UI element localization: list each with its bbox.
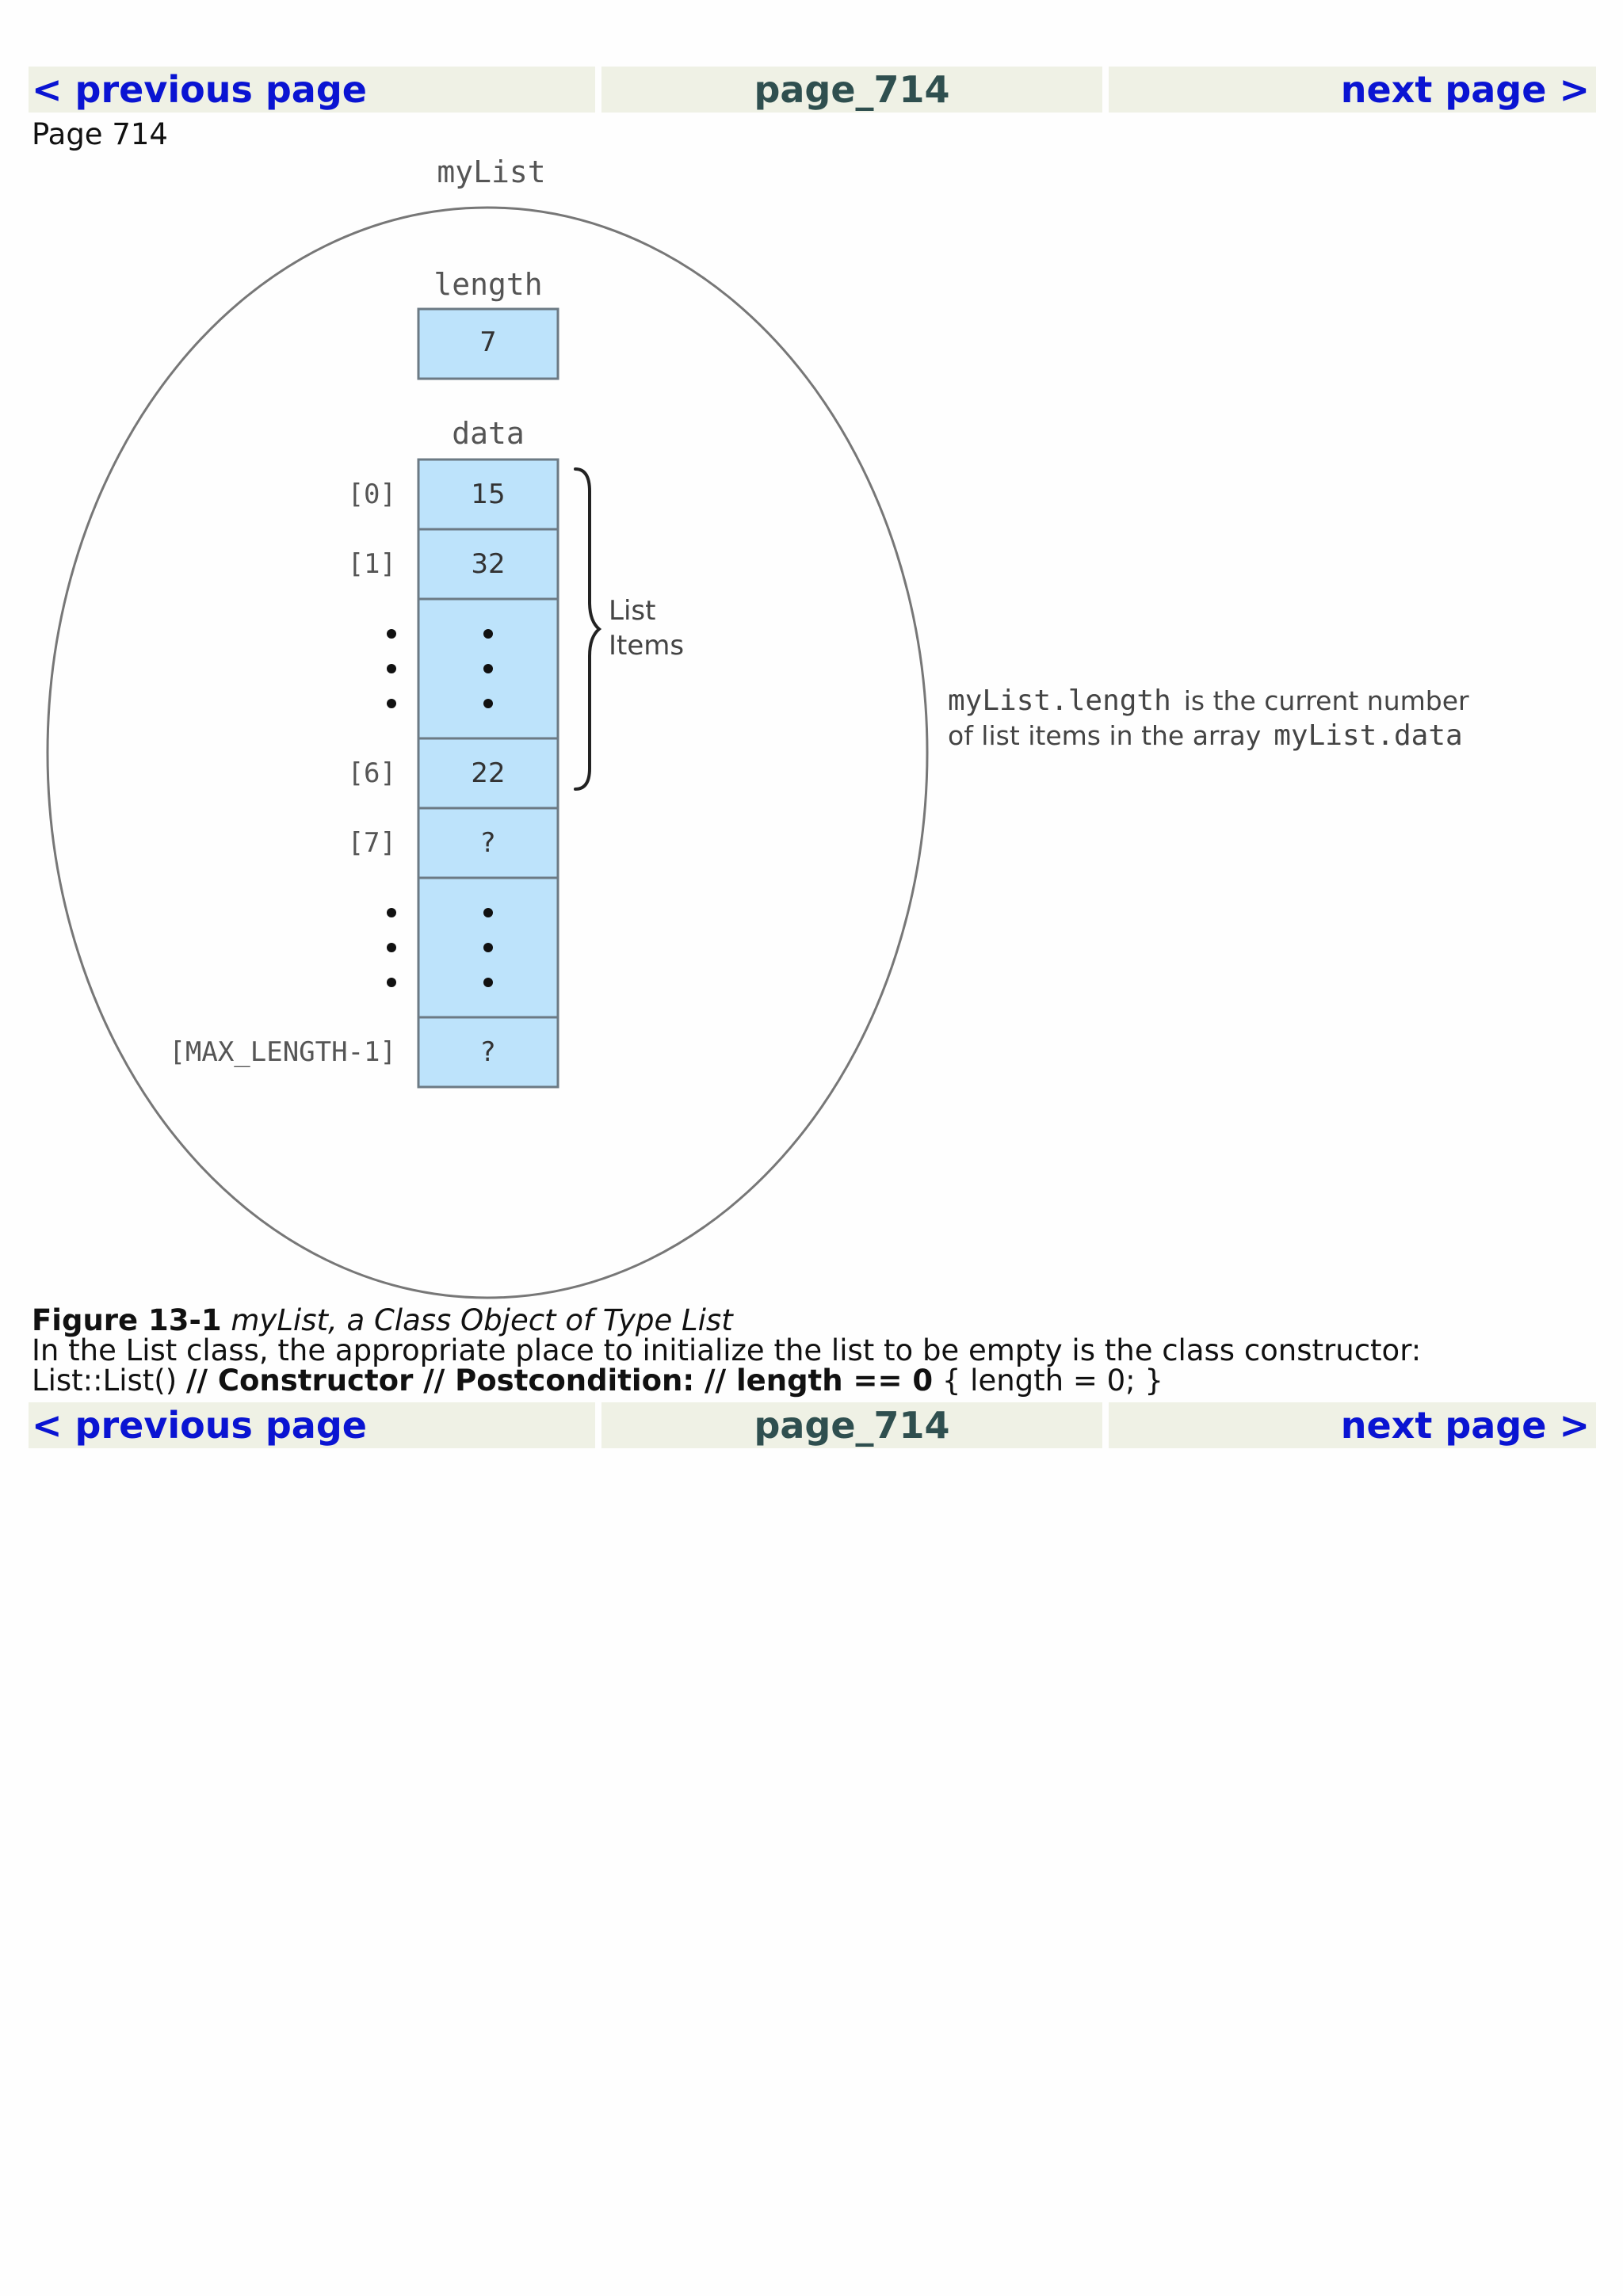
code-line	[32, 1363, 1585, 1398]
bottom-nav-bar	[29, 1402, 1596, 1448]
index-label-1: [1]	[347, 548, 396, 580]
bottom-next-page-link[interactable]: next page >	[1340, 1404, 1590, 1447]
figure-text-block	[32, 1303, 1585, 1398]
body-paragraph: In the List class, the appropriate place to initialize the list to be empty is the class constructor:	[32, 1333, 1422, 1367]
cell-value-max: ?	[480, 1036, 496, 1068]
page-number-label: Page 714	[32, 117, 168, 151]
code-part-3: { length = 0; }	[941, 1363, 1163, 1398]
side-note-text-1: is the current number	[1183, 685, 1469, 716]
index-ellipsis-dots	[387, 629, 396, 987]
brace-label-line2: Items	[609, 630, 685, 662]
length-field-label: length	[433, 267, 543, 302]
bottom-page-title-cell	[601, 1402, 1102, 1448]
index-label-max: [MAX_LENGTH-1]	[169, 1036, 396, 1068]
top-prev-cell	[29, 67, 595, 113]
top-next-page-link[interactable]: next page >	[1340, 68, 1590, 111]
object-name-label: myList	[437, 154, 546, 189]
side-note-code-data: myList.data	[1274, 719, 1463, 752]
top-page-title-cell	[601, 67, 1102, 113]
side-note-line1	[948, 685, 1469, 717]
index-label-0: [0]	[347, 479, 396, 510]
cell-value-0: 15	[471, 479, 506, 510]
bottom-next-cell	[1109, 1402, 1596, 1448]
index-label-6: [6]	[347, 757, 396, 789]
index-label-7: [7]	[347, 827, 396, 859]
figure-13-1	[32, 151, 1506, 1307]
top-page-title: page_714	[754, 68, 950, 111]
top-previous-page-link[interactable]: < previous page	[32, 68, 367, 111]
cell-value-7: ?	[480, 827, 496, 859]
side-note-code-length: myList.length	[948, 685, 1171, 717]
caption-number: Figure 13-1	[32, 1303, 222, 1337]
bottom-prev-cell	[29, 1402, 595, 1448]
top-next-cell	[1109, 67, 1596, 113]
side-note-text-2: of list items in the array	[948, 720, 1262, 751]
bottom-previous-page-link[interactable]: < previous page	[32, 1404, 367, 1447]
cell-value-1: 32	[471, 548, 506, 580]
data-field-label: data	[452, 416, 525, 451]
figure-caption	[32, 1303, 1585, 1337]
list-items-brace	[575, 469, 599, 789]
code-part-1: List::List()	[32, 1363, 178, 1398]
bottom-page-title: page_714	[754, 1404, 950, 1447]
cell-value-6: 22	[471, 757, 506, 789]
side-note-line2	[948, 719, 1463, 752]
brace-label-line1: List	[609, 595, 656, 627]
list-diagram	[32, 151, 1506, 1307]
caption-title: myList, a Class Object of Type List	[231, 1303, 733, 1337]
length-value: 7	[479, 326, 497, 358]
code-part-2: // Constructor // Postcondition: // length == 0	[185, 1363, 934, 1398]
top-nav-bar	[29, 67, 1596, 113]
